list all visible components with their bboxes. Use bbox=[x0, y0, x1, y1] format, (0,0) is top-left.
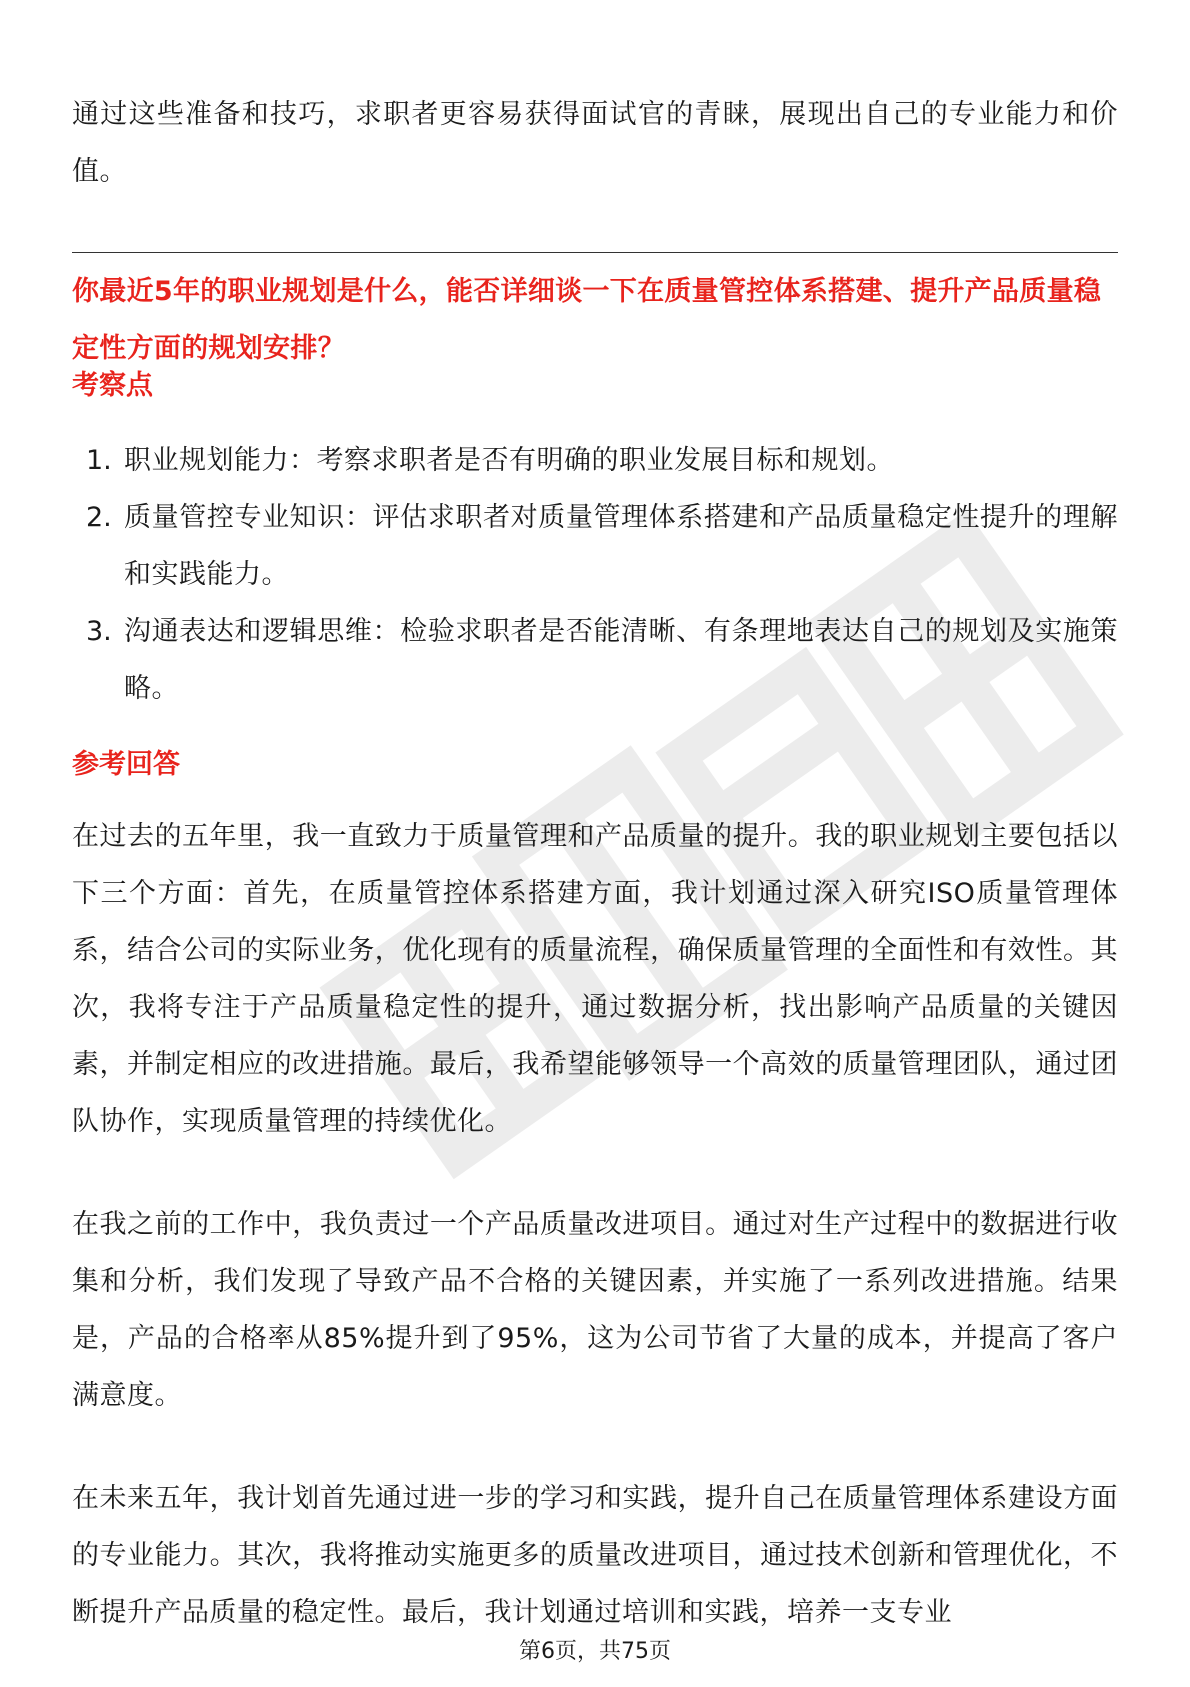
answer-body bbox=[72, 808, 1118, 1687]
answer-paragraph: 在我之前的工作中，我负责过一个产品质量改进项目。通过对生产过程中的数据进行收集和分析，我们发现了导致产品不合格的关键因素，并实施了一系列改进措施。结果是，产品的合格率从85%提升到了95%，这为公司节省了大量的成本，并提高了客户满意度。 bbox=[72, 1209, 1118, 1411]
list-item-number: 3. bbox=[86, 616, 112, 647]
list-item-number: 2. bbox=[86, 502, 112, 533]
points-heading: 考察点 bbox=[72, 370, 153, 401]
list-item-text: 质量管控专业知识：评估求职者对质量管理体系搭建和产品质量稳定性提升的理解和实践能力。 bbox=[124, 502, 1118, 590]
section-divider bbox=[72, 252, 1118, 253]
question-heading: 你最近5年的职业规划是什么，能否详细谈一下在质量管控体系搭建、提升产品质量稳定性方面的规划安排？ bbox=[72, 276, 1102, 364]
intro-paragraph: 通过这些准备和技巧，求职者更容易获得面试官的青睐，展现出自己的专业能力和价值。 bbox=[72, 99, 1118, 187]
list-item bbox=[72, 432, 1118, 489]
answer-paragraph: 在过去的五年里，我一直致力于质量管理和产品质量的提升。我的职业规划主要包括以下三个方面：首先，在质量管控体系搭建方面，我计划通过深入研究ISO质量管理体系，结合公司的实际业务，优化现有的质量流程，确保质量管理的全面性和有效性。其次，我将专注于产品质量稳定性的提升，通过数据分析，找出影响产品质量的关键因素，并制定相应的改进措施。最后，我希望能够领导一个高效的质量管理团队，通过团队协作，实现质量管理的持续优化。 bbox=[72, 821, 1118, 1137]
list-item bbox=[72, 603, 1118, 717]
answer-paragraph: 在未来五年，我计划首先通过进一步的学习和实践，提升自己在质量管理体系建设方面的专业能力。其次，我将推动实施更多的质量改进项目，通过技术创新和管理优化，不断提升产品质量的稳定性。最后，我计划通过培训和实践，培养一支专业 bbox=[72, 1483, 1118, 1628]
list-item-text: 职业规划能力：考察求职者是否有明确的职业发展目标和规划。 bbox=[124, 445, 894, 476]
page-number: 第6页，共75页 bbox=[519, 1639, 671, 1664]
answer-heading: 参考回答 bbox=[72, 749, 180, 780]
points-list bbox=[72, 432, 1118, 717]
list-item-number: 1. bbox=[86, 445, 112, 476]
list-item-text: 沟通表达和逻辑思维：检验求职者是否能清晰、有条理地表达自己的规划及实施策略。 bbox=[124, 616, 1118, 704]
list-item bbox=[72, 489, 1118, 603]
